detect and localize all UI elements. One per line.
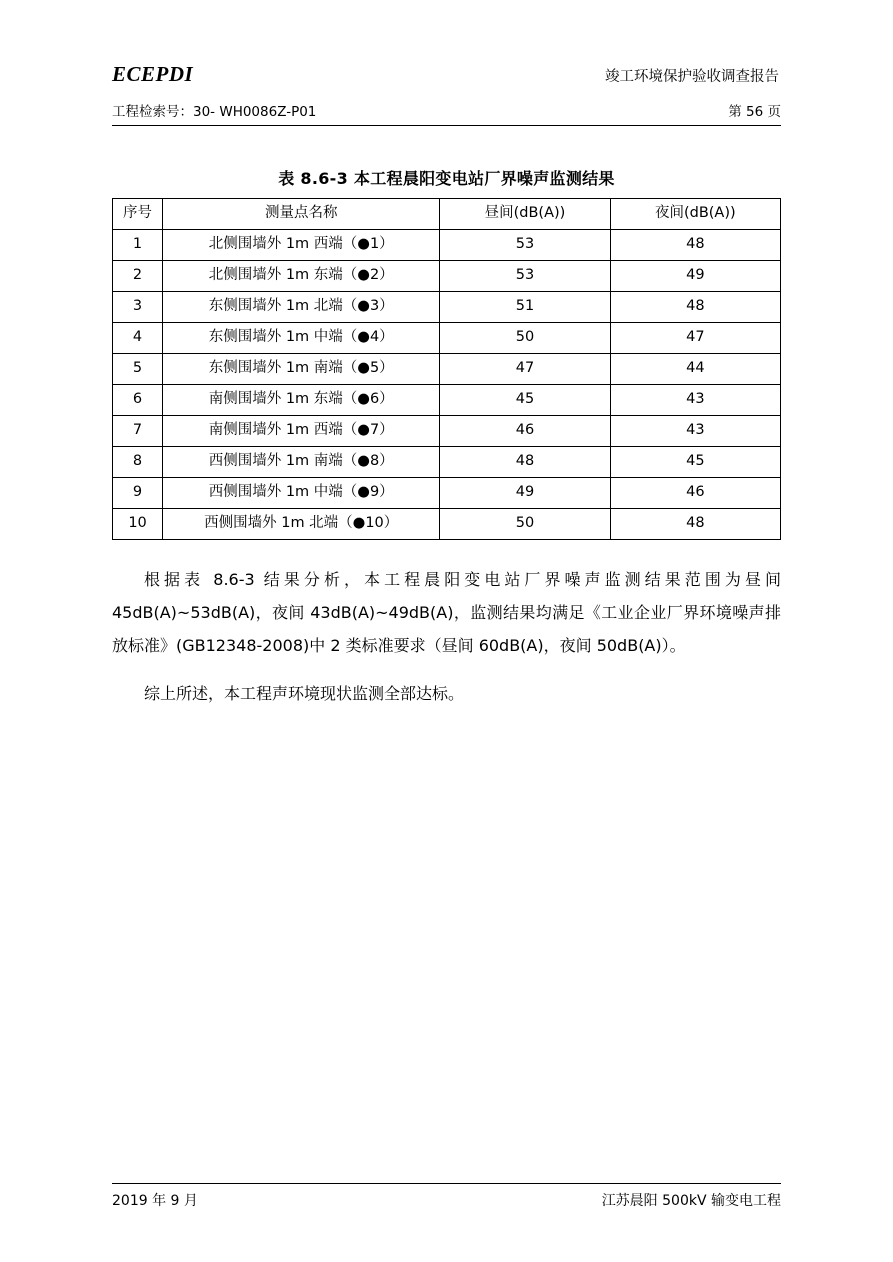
cell-site: 西侧围墙外 1m 北端（●10）	[163, 509, 440, 540]
table-row	[113, 261, 781, 292]
table-row	[113, 323, 781, 354]
cell-night: 48	[610, 509, 780, 540]
column-header-index: 序号	[113, 199, 163, 230]
cell-night: 48	[610, 292, 780, 323]
column-header-night: 夜间(dB(A))	[610, 199, 780, 230]
cell-site: 南侧围墙外 1m 西端（●7）	[163, 416, 440, 447]
cell-day: 50	[440, 323, 610, 354]
cell-day: 53	[440, 261, 610, 292]
page-header	[112, 0, 781, 87]
noise-measurement-table	[112, 198, 781, 540]
cell-day: 46	[440, 416, 610, 447]
cell-site: 东侧围墙外 1m 北端（●3）	[163, 292, 440, 323]
cell-site: 南侧围墙外 1m 东端（●6）	[163, 385, 440, 416]
cell-index: 6	[113, 385, 163, 416]
footer-date: 2019 年 9 月	[112, 1193, 198, 1209]
column-header-site: 测量点名称	[163, 199, 440, 230]
cell-site: 北侧围墙外 1m 西端（●1）	[163, 230, 440, 261]
cell-day: 47	[440, 354, 610, 385]
conclusion-paragraph: 综上所述，本工程声环境现状监测全部达标。	[144, 684, 465, 704]
cell-index: 1	[113, 230, 163, 261]
table-row	[113, 509, 781, 540]
table-row	[113, 230, 781, 261]
page-footer	[112, 1183, 781, 1210]
cell-day: 48	[440, 447, 610, 478]
cell-day: 50	[440, 509, 610, 540]
cell-site: 北侧围墙外 1m 东端（●2）	[163, 261, 440, 292]
cell-day: 53	[440, 230, 610, 261]
company-logo-text: ECEPDI	[112, 62, 194, 86]
cell-day: 45	[440, 385, 610, 416]
table-row	[113, 385, 781, 416]
cell-night: 43	[610, 385, 780, 416]
cell-night: 43	[610, 416, 780, 447]
table-row	[113, 354, 781, 385]
cell-site: 西侧围墙外 1m 南端（●8）	[163, 447, 440, 478]
table-row	[113, 416, 781, 447]
column-header-day: 昼间(dB(A))	[440, 199, 610, 230]
cell-day: 51	[440, 292, 610, 323]
cell-site: 东侧围墙外 1m 南端（●5）	[163, 354, 440, 385]
page-number: 第 56 页	[728, 104, 781, 120]
report-title: 竣工环境保护验收调查报告	[605, 69, 779, 85]
table-row	[113, 478, 781, 509]
cell-index: 3	[113, 292, 163, 323]
cell-index: 2	[113, 261, 163, 292]
table-row	[113, 447, 781, 478]
table-header-row	[113, 199, 781, 230]
table-row	[113, 292, 781, 323]
cell-night: 47	[610, 323, 780, 354]
cell-index: 4	[113, 323, 163, 354]
cell-day: 49	[440, 478, 610, 509]
cell-site: 西侧围墙外 1m 中端（●9）	[163, 478, 440, 509]
cell-night: 48	[610, 230, 780, 261]
cell-index: 8	[113, 447, 163, 478]
cell-site: 东侧围墙外 1m 中端（●4）	[163, 323, 440, 354]
cell-index: 10	[113, 509, 163, 540]
cell-night: 46	[610, 478, 780, 509]
cell-night: 44	[610, 354, 780, 385]
document-code: 工程检索号：30- WH0086Z-P01	[112, 104, 317, 120]
footer-project: 江苏晨阳 500kV 输变电工程	[601, 1193, 781, 1209]
cell-index: 7	[113, 416, 163, 447]
table-caption: 表 8.6-3 本工程晨阳变电站厂界噪声监测结果	[278, 169, 615, 188]
cell-night: 49	[610, 261, 780, 292]
analysis-paragraph: 根据表 8.6-3 结果分析，本工程晨阳变电站厂界噪声监测结果范围为昼间 45dB(A)~53dB(A)，夜间 43dB(A)~49dB(A)，监测结果均满足《工业企业厂界环境噪声排放标准》(GB12348-2008)中 2 类标准要求（昼间 60dB(A)，夜间 50dB(A)）。	[112, 570, 781, 655]
cell-index: 9	[113, 478, 163, 509]
header-subline	[112, 100, 781, 126]
cell-index: 5	[113, 354, 163, 385]
footer-divider	[112, 1183, 781, 1184]
cell-night: 45	[610, 447, 780, 478]
